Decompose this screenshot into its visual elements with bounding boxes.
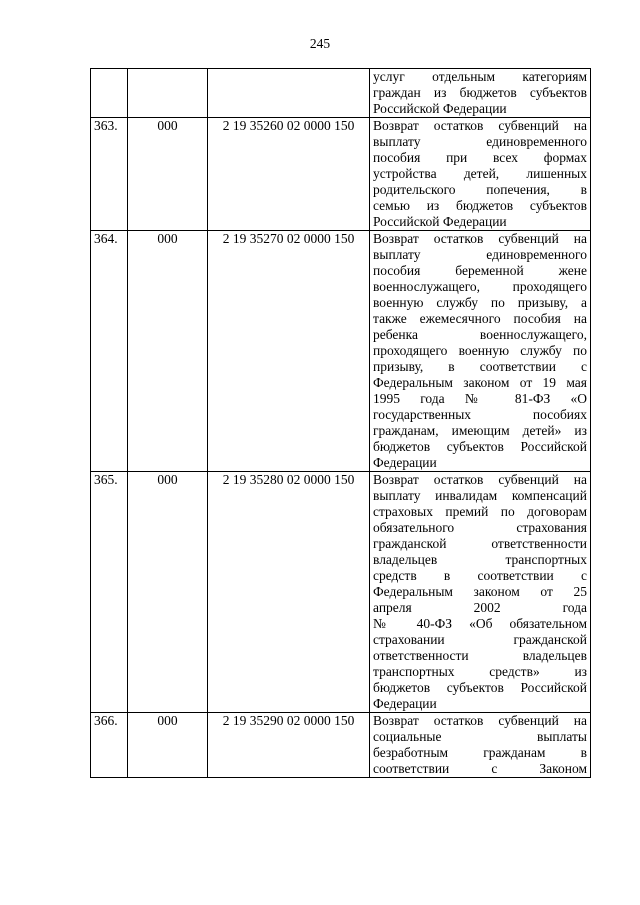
row-number: 365. bbox=[91, 472, 128, 713]
table-row bbox=[91, 118, 591, 231]
description-line: Российской Федерации bbox=[373, 214, 507, 229]
description-line: гражданской ответственности bbox=[373, 536, 587, 551]
description-line: проходящего военную службу по bbox=[373, 343, 587, 358]
row-number: 364. bbox=[91, 231, 128, 472]
description-line: Возврат остатков субвенций на bbox=[373, 231, 587, 246]
description-line: средств в соответствии с bbox=[373, 568, 587, 583]
description-line: безработным гражданам в bbox=[373, 745, 587, 760]
description-line: гражданам, имеющим детей» из bbox=[373, 423, 587, 438]
description-line: ребенка военнослужащего, bbox=[373, 327, 587, 342]
description-line: Возврат остатков субвенций на bbox=[373, 713, 587, 728]
description-line: призыву, в соответствии с bbox=[373, 359, 587, 374]
budget-codes-table bbox=[90, 68, 591, 778]
budget-classification-code: 2 19 35280 02 0000 150 bbox=[208, 472, 370, 713]
page-number: 245 bbox=[309, 36, 331, 51]
description-line: военнослужащего, проходящего bbox=[373, 279, 587, 294]
budget-classification-code bbox=[208, 69, 370, 118]
budget-classification-code: 2 19 35290 02 0000 150 bbox=[208, 713, 370, 778]
description-line: государственных пособиях bbox=[373, 407, 587, 422]
administrator-code: 000 bbox=[128, 231, 208, 472]
description-line: граждан из бюджетов субъектов bbox=[373, 85, 587, 100]
description-line: Федерации bbox=[373, 455, 437, 470]
income-description bbox=[370, 231, 591, 472]
row-number: 363. bbox=[91, 118, 128, 231]
description-line: Возврат остатков субвенций на bbox=[373, 118, 587, 133]
table-row bbox=[91, 472, 591, 713]
description-line: выплату инвалидам компенсаций bbox=[373, 488, 587, 503]
description-line: родительского попечения, в bbox=[373, 182, 587, 197]
description-line: 1995 года № 81-ФЗ «О bbox=[373, 391, 587, 406]
table-row bbox=[91, 231, 591, 472]
administrator-code: 000 bbox=[128, 713, 208, 778]
table-body bbox=[91, 69, 591, 778]
income-description bbox=[370, 472, 591, 713]
description-line: Возврат остатков субвенций на bbox=[373, 472, 587, 487]
income-description bbox=[370, 713, 591, 778]
description-line: Федеральным законом от 25 bbox=[373, 584, 587, 599]
description-line: бюджетов субъектов Российской bbox=[373, 439, 587, 454]
row-number: 366. bbox=[91, 713, 128, 778]
income-description bbox=[370, 69, 591, 118]
table-row bbox=[91, 69, 591, 118]
budget-classification-code: 2 19 35270 02 0000 150 bbox=[208, 231, 370, 472]
description-line: № 40-ФЗ «Об обязательном bbox=[373, 616, 587, 631]
description-line: также ежемесячного пособия на bbox=[373, 311, 587, 326]
description-line: обязательного страхования bbox=[373, 520, 587, 535]
description-line: страховании гражданской bbox=[373, 632, 587, 647]
description-line: страховых премий по договорам bbox=[373, 504, 587, 519]
administrator-code bbox=[128, 69, 208, 118]
description-line: Российской Федерации bbox=[373, 101, 507, 116]
description-line: устройства детей, лишенных bbox=[373, 166, 587, 181]
income-description bbox=[370, 118, 591, 231]
description-line: Федеральным законом от 19 мая bbox=[373, 375, 587, 390]
description-line: пособия беременной жене bbox=[373, 263, 587, 278]
budget-classification-code: 2 19 35260 02 0000 150 bbox=[208, 118, 370, 231]
description-line: социальные выплаты bbox=[373, 729, 587, 744]
description-line: военную службу по призыву, а bbox=[373, 295, 587, 310]
description-line: выплату единовременного bbox=[373, 134, 587, 149]
administrator-code: 000 bbox=[128, 118, 208, 231]
description-line: выплату единовременного bbox=[373, 247, 587, 262]
description-line: апреля 2002 года bbox=[373, 600, 587, 615]
table-row bbox=[91, 713, 591, 778]
administrator-code: 000 bbox=[128, 472, 208, 713]
description-line: транспортных средств» из bbox=[373, 664, 587, 679]
description-line: владельцев транспортных bbox=[373, 552, 587, 567]
description-line: бюджетов субъектов Российской bbox=[373, 680, 587, 695]
description-line: услуг отдельным категориям bbox=[373, 69, 587, 84]
row-number bbox=[91, 69, 128, 118]
description-line: пособия при всех формах bbox=[373, 150, 587, 165]
description-line: семью из бюджетов субъектов bbox=[373, 198, 587, 213]
description-line: Федерации bbox=[373, 696, 437, 711]
description-line: ответственности владельцев bbox=[373, 648, 587, 663]
description-line: соответствии с Законом bbox=[373, 761, 587, 776]
